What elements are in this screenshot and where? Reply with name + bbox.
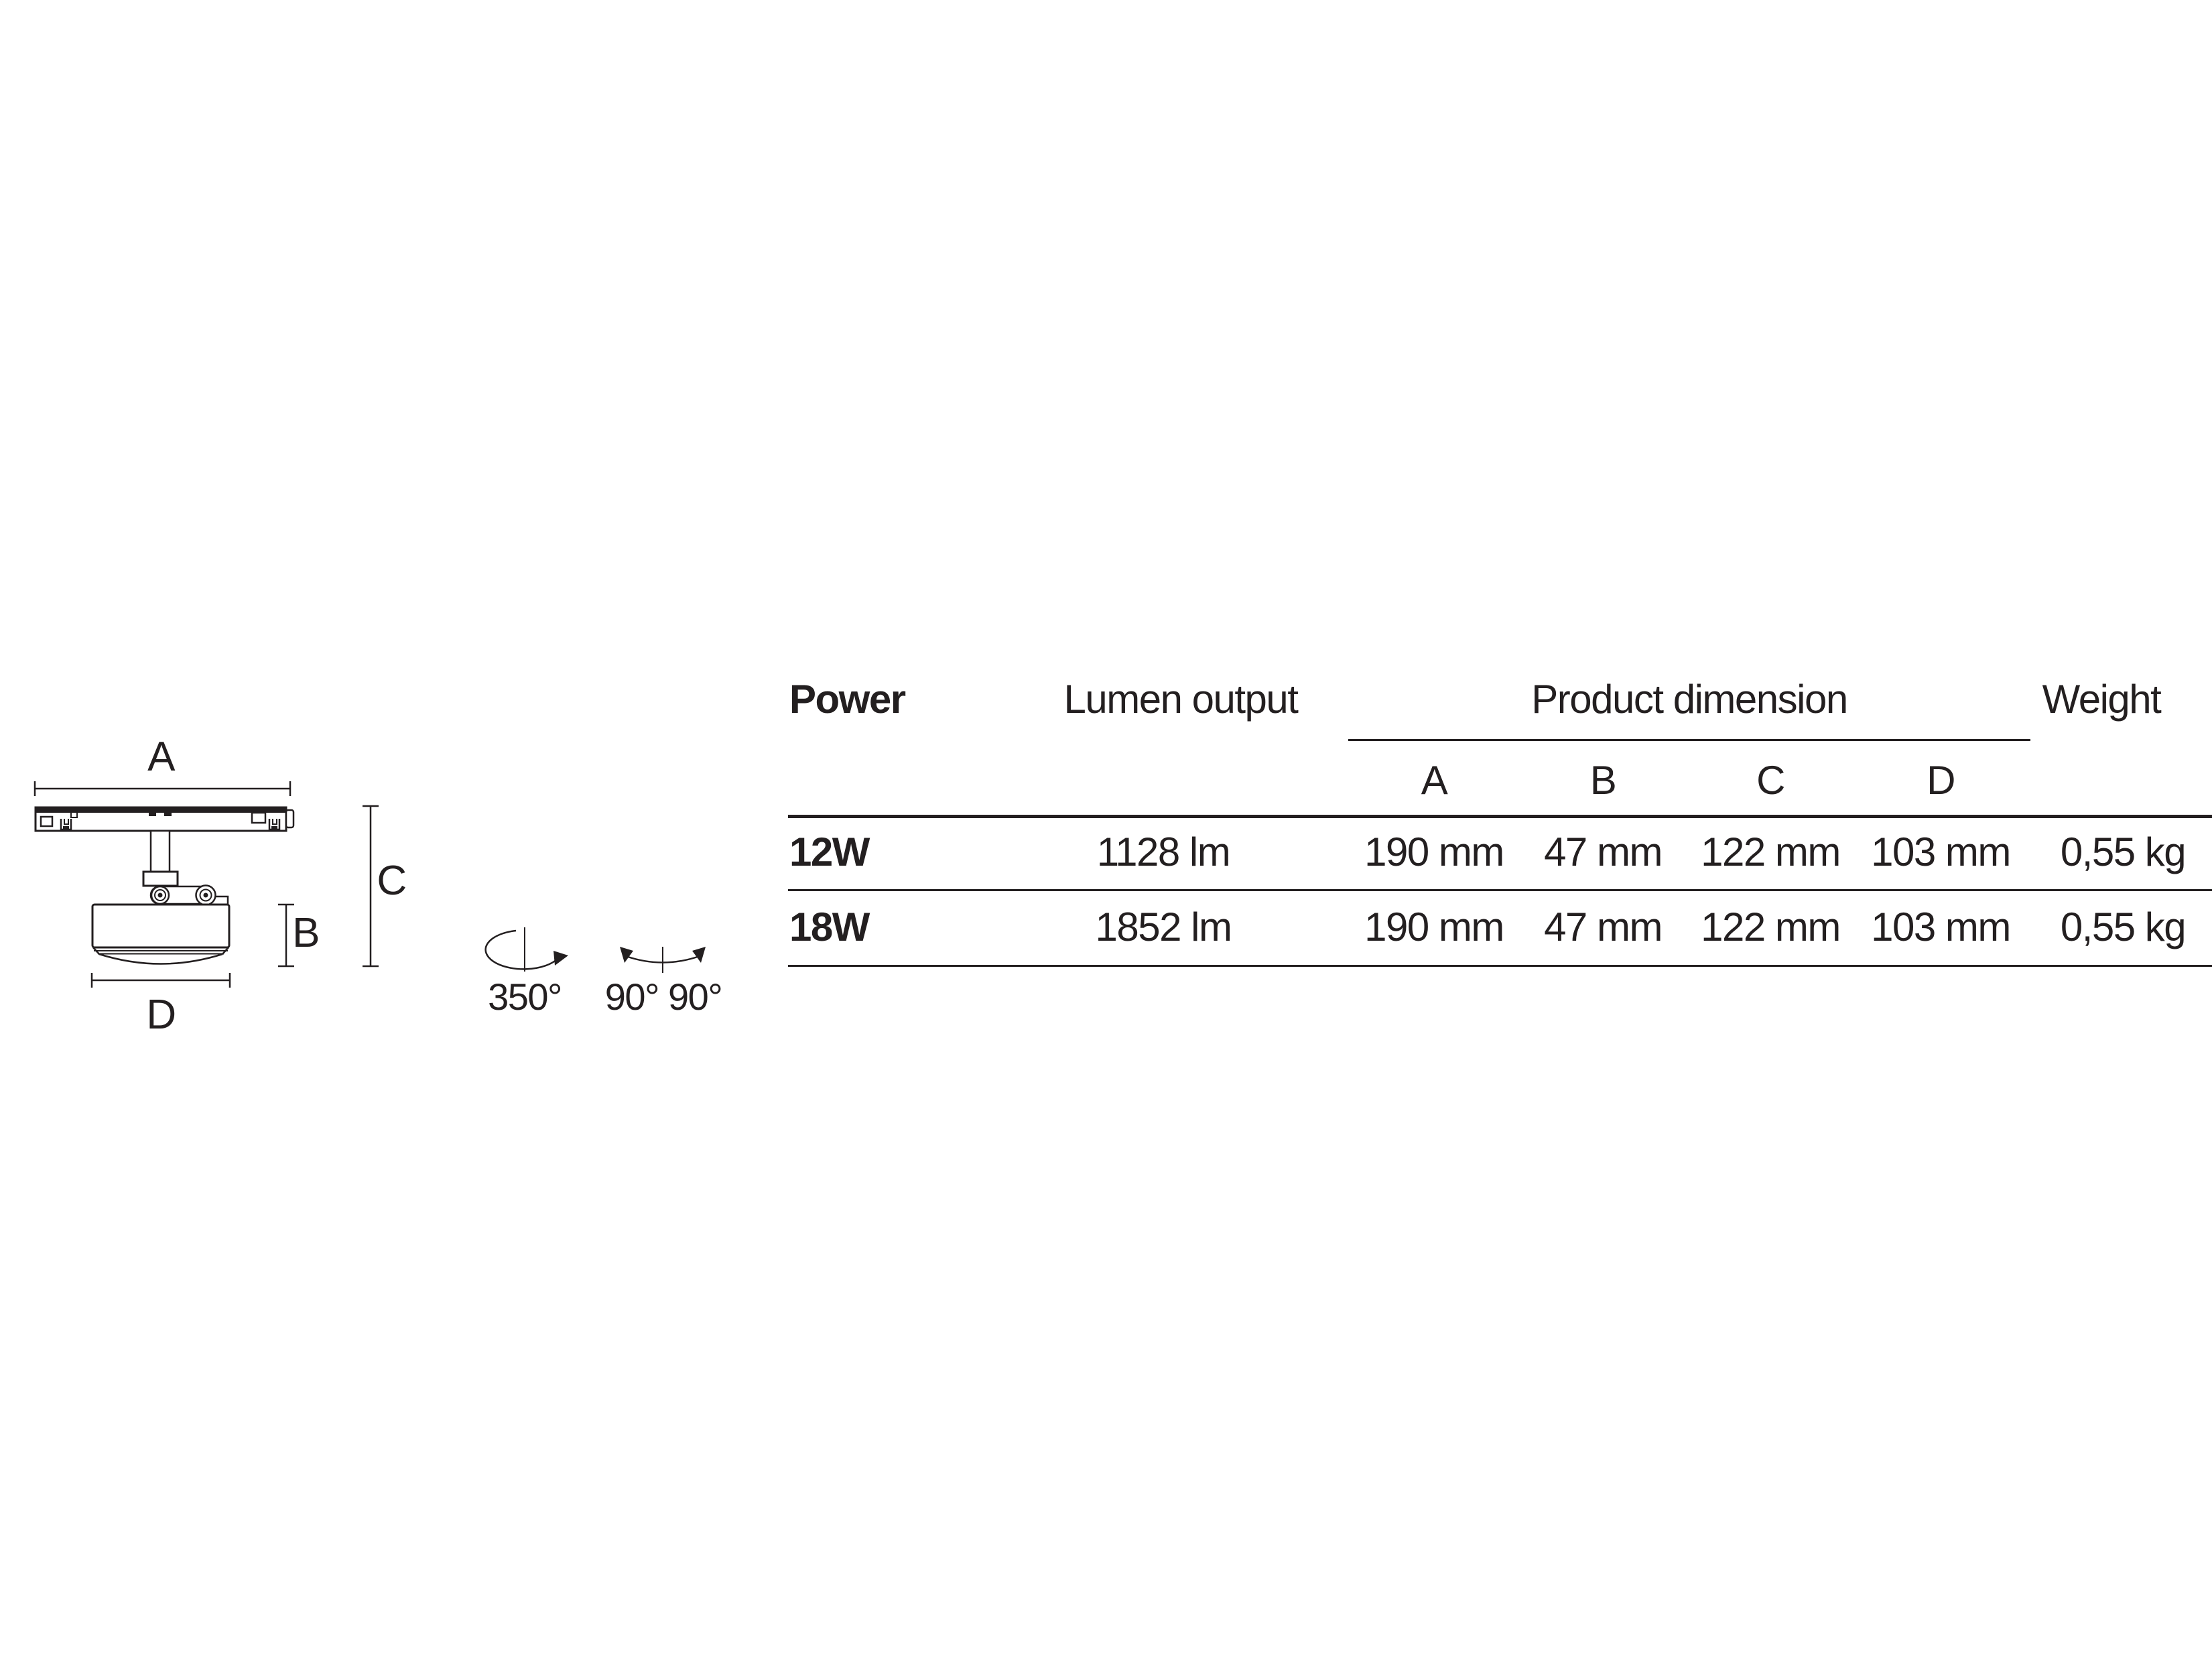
dim-label-b: B	[292, 910, 319, 956]
subcol-header-c: C	[1756, 758, 1784, 803]
subcol-header-b: B	[1589, 758, 1616, 803]
stem-and-pivot-drawing	[143, 831, 228, 905]
cell-dim-b: 47 mm	[1544, 829, 1662, 874]
cell-dim-a: 190 mm	[1364, 829, 1504, 874]
tilt-angle-label: 90° 90°	[604, 976, 722, 1018]
cell-weight: 0,55 kg	[2060, 829, 2186, 874]
track-adapter-drawing	[36, 807, 294, 831]
cell-power: 18W	[789, 905, 869, 949]
subcol-header-d: D	[1927, 758, 1955, 803]
cell-dim-d: 103 mm	[1871, 829, 2010, 874]
col-header-weight: Weight	[2042, 677, 2161, 722]
cell-dim-d: 103 mm	[1871, 905, 2010, 949]
col-header-lumen: Lumen output	[1063, 677, 1298, 722]
dim-label-c: C	[377, 858, 406, 904]
dimension-d-line	[92, 973, 230, 988]
pan-angle-label: 350°	[488, 976, 562, 1018]
cell-weight: 0,55 kg	[2060, 905, 2186, 949]
subcol-header-a: A	[1421, 758, 1447, 803]
cell-dim-a: 190 mm	[1364, 905, 1504, 949]
cell-dim-c: 122 mm	[1701, 829, 1840, 874]
lamp-head-drawing	[92, 905, 229, 964]
dim-label-a: A	[147, 734, 174, 780]
dimension-a-line	[35, 781, 290, 796]
col-header-product-dimension: Product dimension	[1531, 677, 1847, 722]
pan-rotation-icon	[486, 927, 568, 972]
cell-lumen: 1852 lm	[1095, 905, 1232, 949]
cell-power: 12W	[789, 829, 869, 874]
cell-dim-b: 47 mm	[1544, 905, 1662, 949]
dim-label-d: D	[146, 992, 176, 1038]
col-header-power: Power	[789, 677, 905, 722]
cell-dim-c: 122 mm	[1701, 905, 1840, 949]
cell-lumen: 1128 lm	[1096, 829, 1230, 874]
tilt-rotation-icon	[620, 947, 706, 973]
